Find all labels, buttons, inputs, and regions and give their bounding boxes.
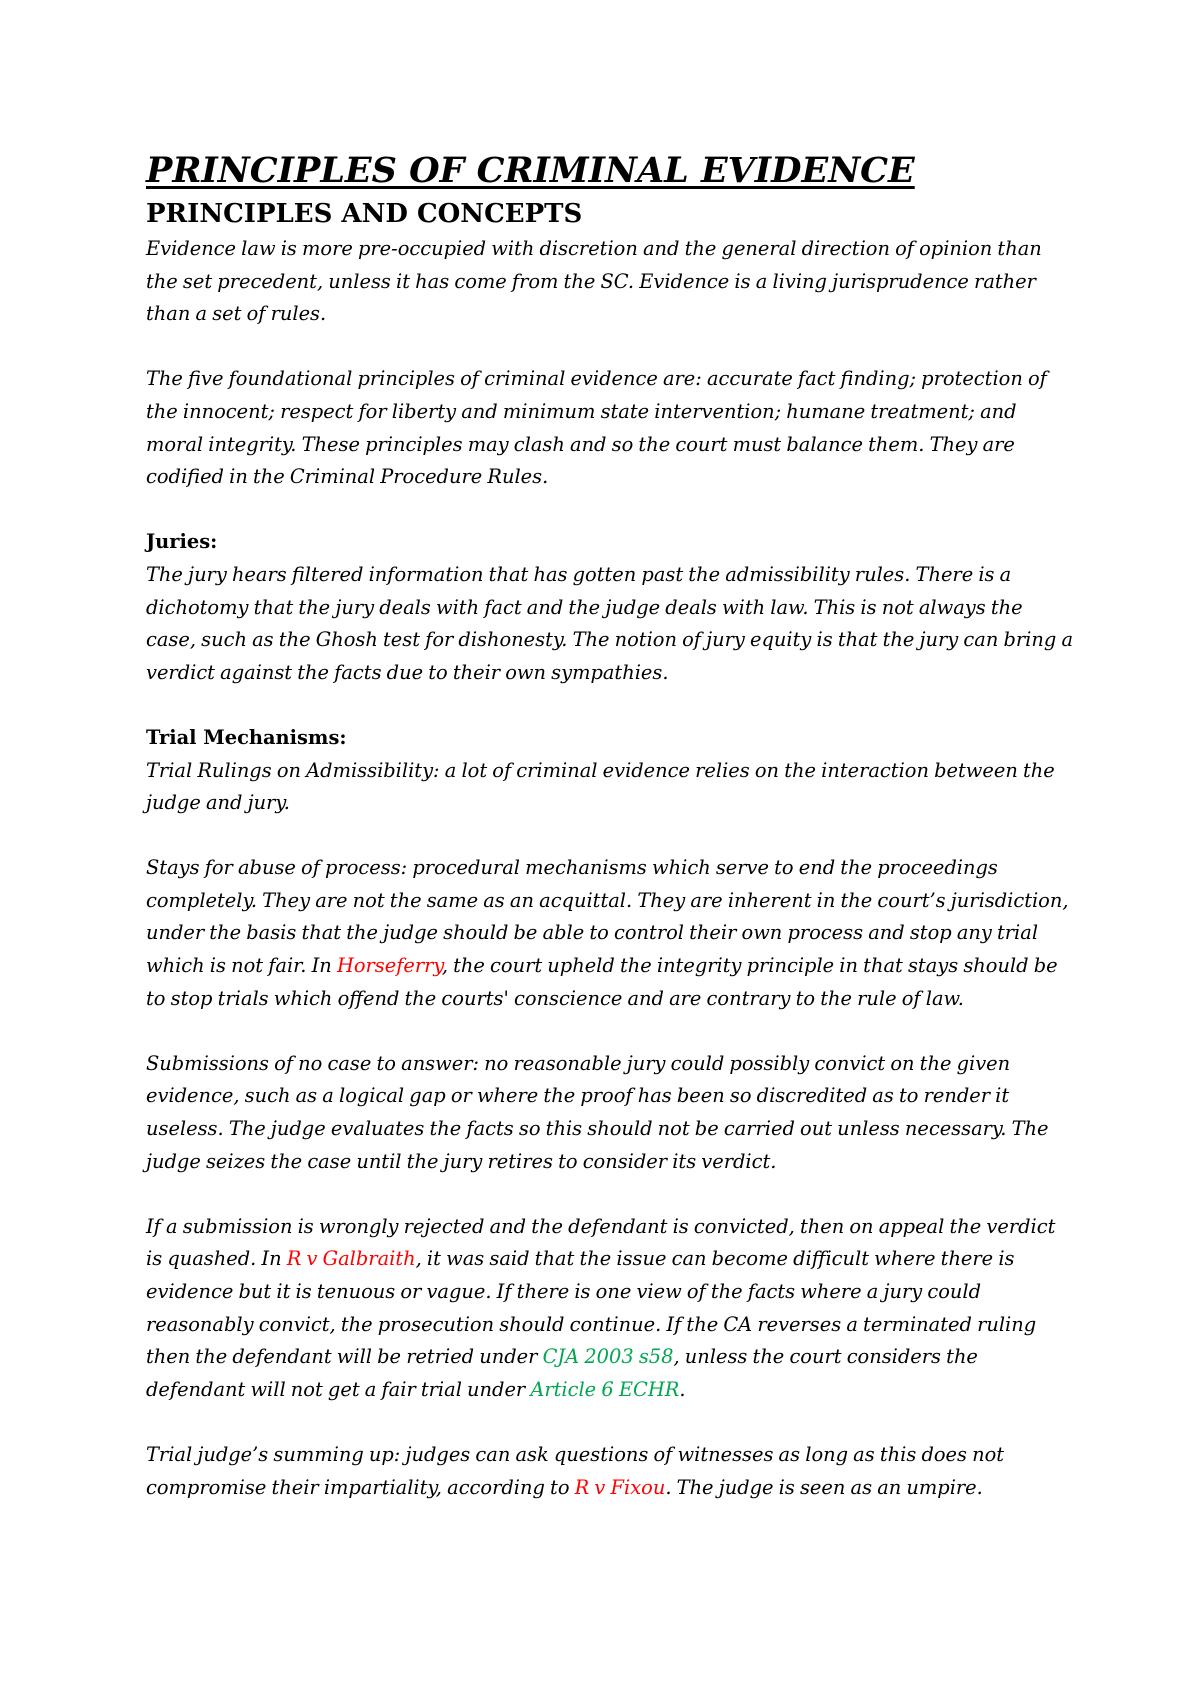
document-title: PRINCIPLES OF CRIMINAL EVIDENCE (146, 150, 915, 191)
document-subtitle: PRINCIPLES AND CONCEPTS (146, 199, 583, 229)
case-reference-horseferry: Horseferry (336, 954, 442, 978)
summing-text-2: . The judge is seen as an umpire. (665, 1475, 983, 1499)
juries-paragraph: The jury hears filtered information that has gotten past the admissibility rules. There is a dichotomy that the jury deals with fact and the judge deals with law. This is not always the case, such as the Ghosh test for dishonesty. The notion of jury equity is that the jury can bring a verdict against the facts due to their own sympathies. (146, 562, 1074, 684)
statute-reference-cja: CJA 2003 s58 (542, 1345, 674, 1369)
stays-text-1: Stays for abuse of process: procedural mechanisms which serve to end the proceedings completely. They are not the same as an acquittal. They are inherent in the court’s jurisdiction, under the basis that the judge should be able to control their own process and stop any trial which is not fair. In (146, 856, 1069, 978)
case-reference-fixou: R v Fixou (574, 1475, 666, 1499)
intro-paragraph: Evidence law is more pre-occupied with discretion and the general direction of opinion than the set precedent, unless it has come from the SC. Evidence is a living jurisprudence rather than a set of rules. (146, 237, 1042, 326)
rejected-text-1: If a submission is wrongly rejected and the defendant is convicted, then on appeal the verdict is quashed. In (146, 1214, 1056, 1271)
stays-text-2: , the court upheld the integrity principle in that stays should be to stop trials which offend the courts' conscience and are contrary to the rule of law. (146, 954, 1058, 1010)
juries-heading: Juries: (146, 530, 218, 554)
stays-paragraph (146, 852, 1076, 1015)
trial-mechanisms-heading: Trial Mechanisms: (146, 725, 347, 749)
summing-text-1: Trial judge’s summing up: judges can ask questions of witnesses as long as this does not compromise their impartiality, according to (146, 1442, 1005, 1499)
submissions-paragraph: Submissions of no case to answer: no reasonable jury could possibly convict on the given evidence, such as a logical gap or where the proof has been so discredited as to render it useless. The judge evaluates the facts so this should not be carried out unless necessary. The judge seizes the case until the jury retires to consider its verdict. (146, 1051, 1049, 1173)
rejected-text-2: , it was said that the issue can become difficult where there is evidence but it is tenuous or vague. If there is one view of the facts where a jury could reasonably convict, the prosecution should continue. If the CA reverses a terminated ruling then the defendant will be retried under (146, 1247, 1037, 1369)
principles-paragraph: The five foundational principles of criminal evidence are: accurate fact finding; protection of the innocent; respect for liberty and minimum state intervention; humane treatment; and moral integrity. These principles may clash and so the court must balance them. They are codified in the Criminal Procedure Rules. (146, 367, 1047, 489)
rejected-text-3: , unless the court considers the defendant will not get a fair trial under (146, 1345, 978, 1401)
case-reference-galbraith: R v Galbraith (286, 1247, 416, 1271)
statute-reference-echr: Article 6 ECHR (530, 1377, 680, 1401)
rejected-submission-paragraph (146, 1211, 1076, 1407)
document-page (146, 150, 1076, 1537)
rejected-text-4: . (679, 1377, 686, 1401)
summing-up-paragraph (146, 1439, 1076, 1504)
trial-rulings-paragraph: Trial Rulings on Admissibility: a lot of criminal evidence relies on the interaction between the judge and jury. (146, 758, 1055, 815)
